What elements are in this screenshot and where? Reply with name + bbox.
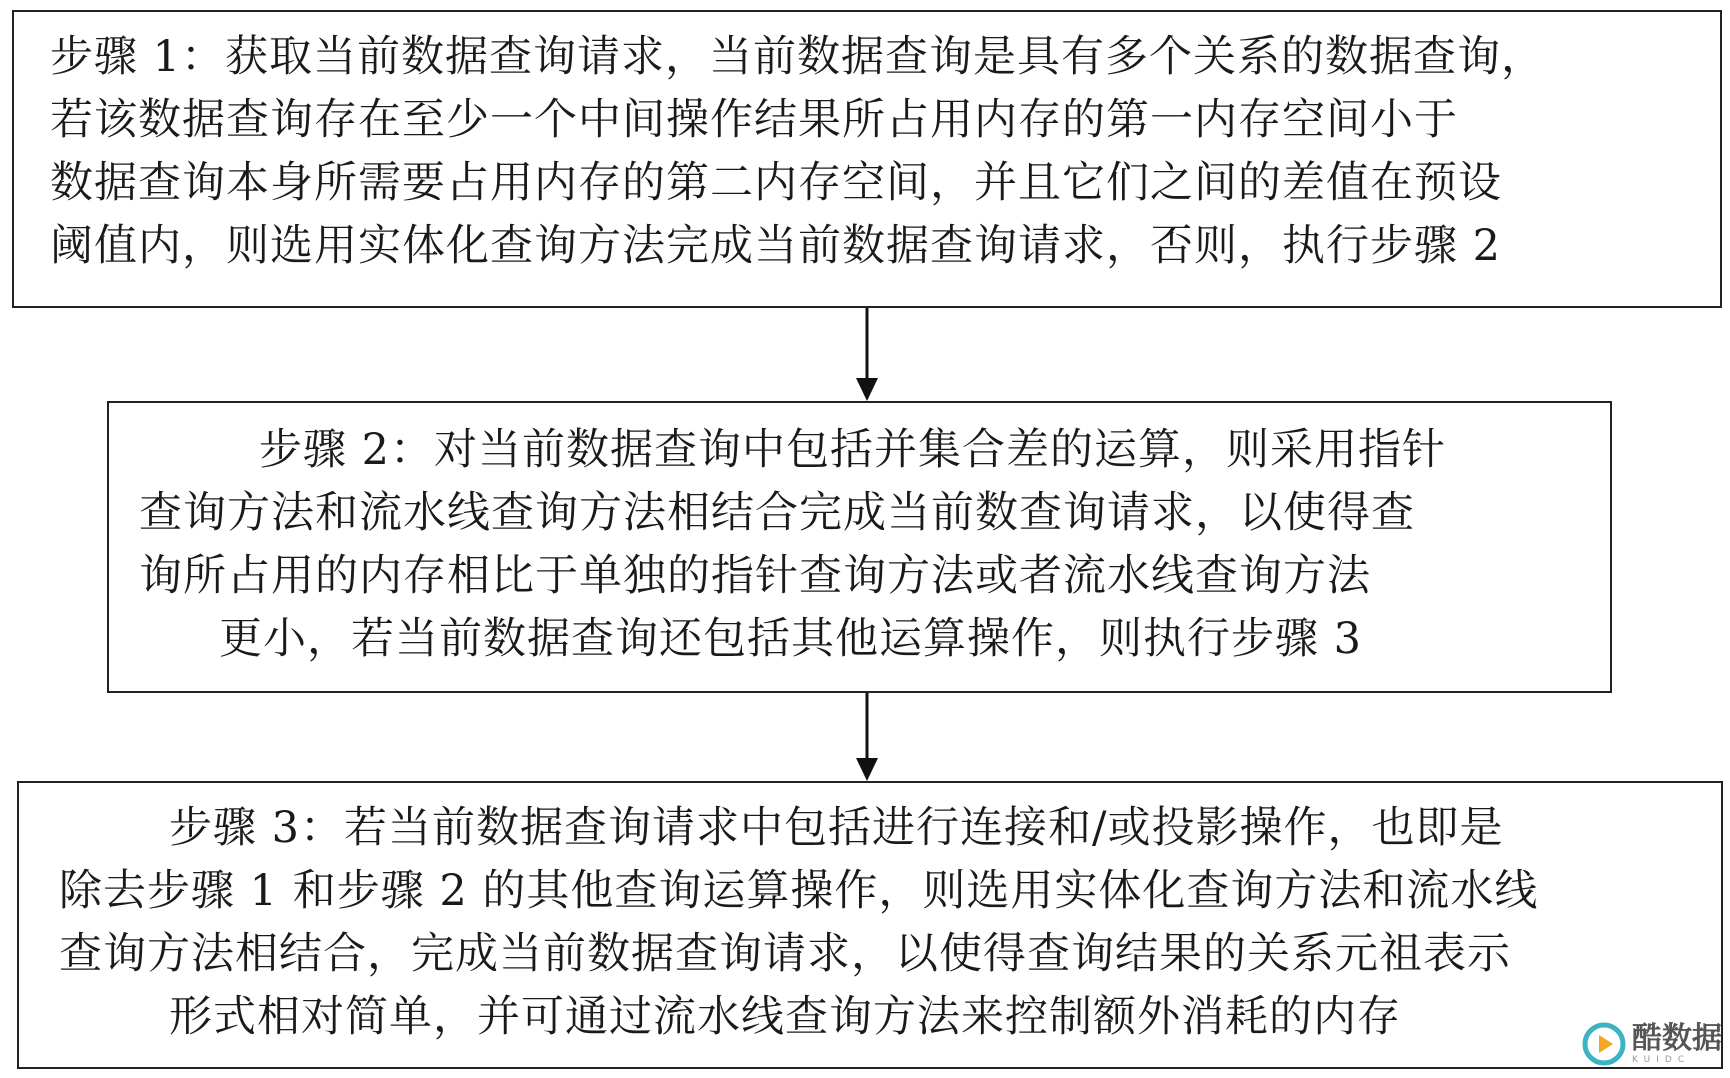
step-1-line: 数据查询本身所需要占用内存的第二内存空间，并且它们之间的差值在预设 — [50, 158, 1502, 208]
step-3-box — [17, 781, 1723, 1069]
step-1-line: 阈值内，则选用实体化查询方法完成当前数据查询请求，否则，执行步骤 2 — [50, 221, 1502, 271]
watermark-title: 酷数据 — [1632, 1021, 1722, 1056]
play-logo-icon — [1582, 1022, 1626, 1066]
step-3-line: 查询方法相结合，完成当前数据查询请求，以使得查询结果的关系元祖表示 — [59, 929, 1511, 979]
arrow-down-icon — [852, 308, 882, 402]
watermark — [1582, 1022, 1722, 1066]
step-2-text — [139, 419, 1610, 671]
step-1-line: 步骤 1：获取当前数据查询请求，当前数据查询是具有多个关系的数据查询， — [50, 32, 1546, 82]
step-1-box — [12, 10, 1722, 308]
step-3-line: 除去步骤 1 和步骤 2 的其他查询运算操作，则选用实体化查询方法和流水线 — [59, 866, 1539, 916]
step-2-line: 查询方法和流水线查询方法相结合完成当前数查询请求，以使得查 — [139, 488, 1415, 538]
step-1-text — [50, 26, 1720, 278]
step-2-line: 步骤 2：对当前数据查询中包括并集合差的运算，则采用指针 — [259, 425, 1447, 475]
step-2-box — [107, 401, 1612, 693]
watermark-subtitle: KUIDC — [1632, 1055, 1691, 1065]
step-2-line: 更小，若当前数据查询还包括其他运算操作，则执行步骤 3 — [219, 614, 1363, 664]
step-3-text — [59, 797, 1721, 1049]
step-3-line: 步骤 3：若当前数据查询请求中包括进行连接和/或投影操作，也即是 — [169, 803, 1504, 853]
step-2-line: 询所占用的内存相比于单独的指针查询方法或者流水线查询方法 — [139, 551, 1371, 601]
step-1-line: 若该数据查询存在至少一个中间操作结果所占用内存的第一内存空间小于 — [50, 95, 1458, 145]
step-3-line: 形式相对简单，并可通过流水线查询方法来控制额外消耗的内存 — [169, 992, 1401, 1042]
watermark-text — [1632, 1023, 1722, 1065]
arrow-down-icon — [852, 693, 882, 782]
